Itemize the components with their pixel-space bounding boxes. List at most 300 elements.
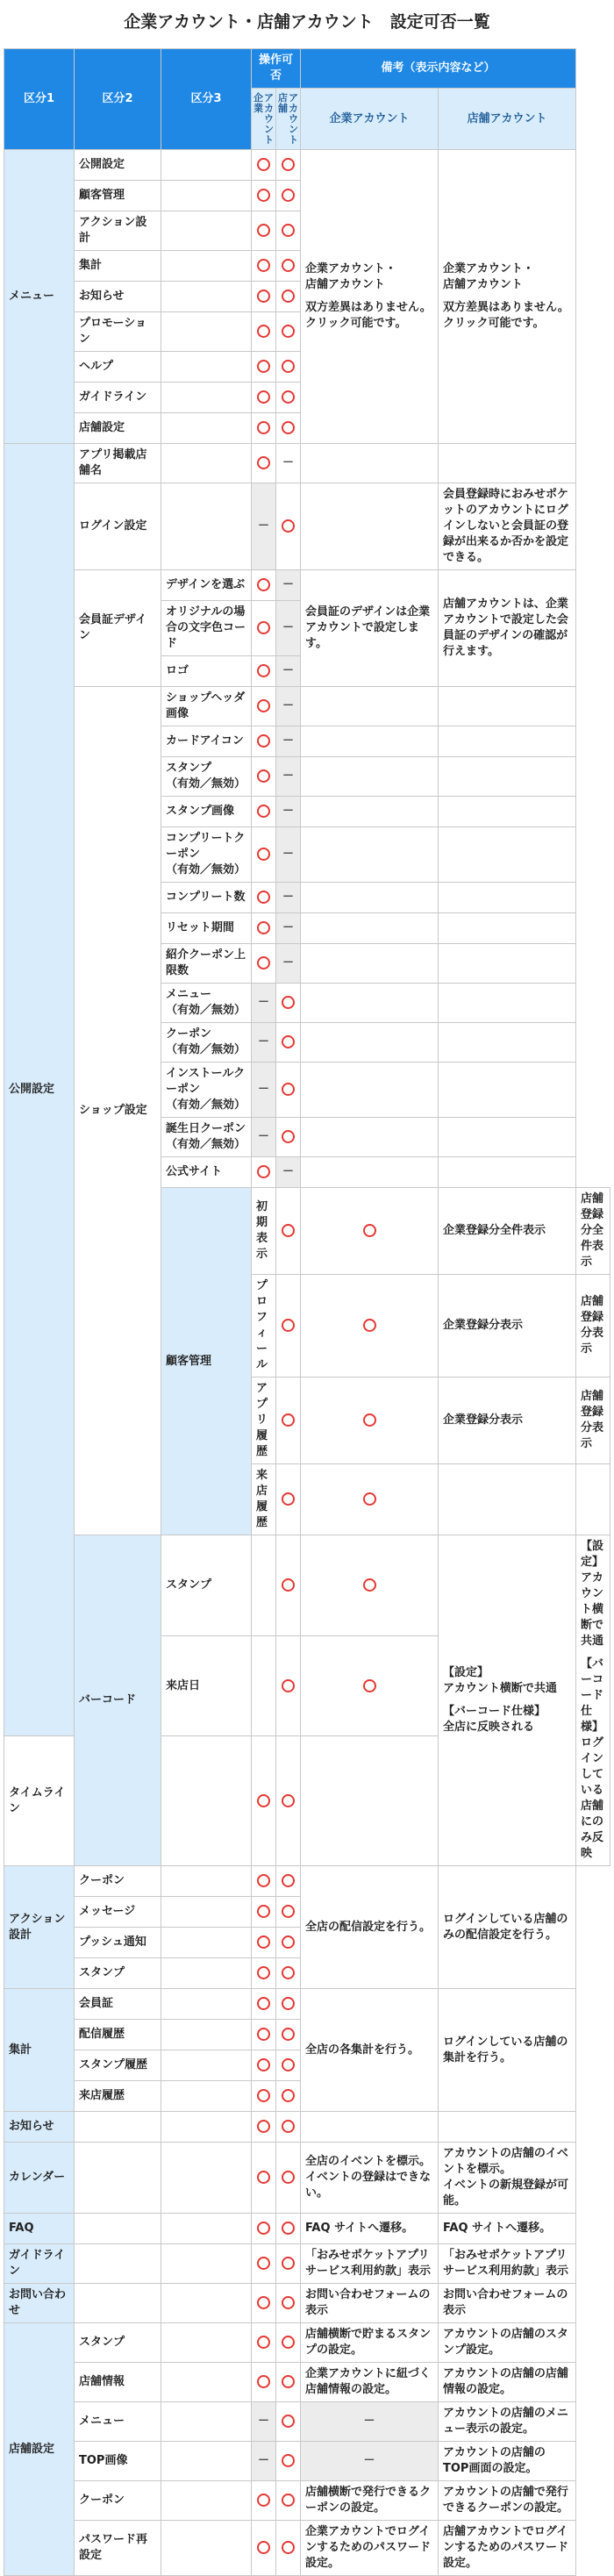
shop-mark [276, 2442, 301, 2481]
remark-shop: アカウントの店舗の店舗情報の設定。 [439, 2363, 576, 2402]
circle-icon [282, 1966, 295, 1979]
corp-mark [252, 687, 276, 726]
circle-icon [257, 956, 270, 970]
category-level3: コンプリート数 [161, 883, 252, 913]
remark-corp: 【設定】 アカウント横断で共通 【バーコード仕様】 全店に反映される [439, 1535, 576, 1866]
shop-mark [276, 2363, 301, 2402]
circle-icon [257, 1905, 270, 1918]
remark-shop [439, 1118, 576, 1157]
table-row [4, 687, 610, 726]
category-level3 [161, 413, 252, 444]
category-level2: クーポン [75, 1866, 161, 1897]
remark-shop [439, 944, 576, 984]
circle-icon [257, 2336, 270, 2349]
circle-icon [282, 2222, 295, 2235]
remark-shop: ログインしている店舗の集計を行う。 [439, 1989, 576, 2112]
shop-mark [276, 797, 301, 827]
corp-mark [252, 1063, 276, 1118]
category-level1: FAQ [4, 2214, 75, 2244]
corp-mark [252, 483, 276, 570]
remark-corp: 店舗横断で発行できるクーポンの設定。 [301, 2481, 439, 2521]
remark-shop [439, 1157, 576, 1188]
circle-icon [257, 699, 270, 712]
corp-mark [252, 2081, 276, 2112]
circle-icon [282, 2028, 295, 2041]
category-level3 [161, 1897, 252, 1928]
category-level3 [161, 150, 252, 181]
corp-mark [252, 352, 276, 383]
category-level1: 顧客管理 [161, 1188, 252, 1535]
category-level3 [161, 483, 252, 570]
corp-mark [252, 726, 276, 757]
circle-icon [282, 1319, 295, 1332]
category-level3: アプリ履歴 [252, 1377, 276, 1464]
remark-corp: 企業アカウントに紐づく店舗情報の設定。 [301, 2363, 439, 2402]
remark-shop: アカウントの店舗のメニュー表示の設定。 [439, 2402, 576, 2442]
corp-mark [252, 2481, 276, 2521]
remark-corp: FAQ サイトへ遷移。 [301, 2214, 439, 2244]
corp-mark [252, 1958, 276, 1989]
category-level1: 店舗設定 [4, 2323, 75, 2576]
dash-mark: － [257, 996, 269, 1009]
category-level2: お知らせ [75, 282, 161, 312]
corp-mark [252, 2442, 276, 2481]
circle-icon [282, 1679, 295, 1692]
circle-icon [257, 259, 270, 272]
remark-shop [439, 797, 576, 827]
circle-icon [282, 1578, 295, 1592]
remark-shop: 企業アカウント・ 店舗アカウント 双方差異はありません。クリック可能です。 [439, 150, 576, 444]
header-corp-short: 企 業 ア カ ウ ン ト [252, 89, 276, 150]
circle-icon [363, 1413, 376, 1427]
circle-icon [282, 1083, 295, 1096]
dash-mark: － [282, 621, 295, 634]
circle-icon [257, 1794, 270, 1807]
circle-icon [282, 421, 295, 434]
circle-icon [257, 848, 270, 861]
remark-corp [301, 1157, 439, 1188]
table-row [4, 2284, 610, 2323]
category-level3: カードアイコン [161, 726, 252, 757]
corp-mark [252, 150, 276, 181]
category-level1: カレンダー [4, 2143, 75, 2214]
circle-icon [282, 1874, 295, 1887]
remark-shop [439, 827, 576, 883]
circle-icon [257, 325, 270, 338]
category-level3 [161, 2020, 252, 2050]
category-level2: プッシュ通知 [75, 1928, 161, 1958]
circle-icon [282, 390, 295, 404]
header-shop: 店舗アカウント [439, 89, 576, 150]
remark-shop: アカウントの店舗で発行できるクーポンの設定。 [439, 2481, 576, 2521]
corp-mark [276, 1464, 301, 1535]
header-col2: 区分2 [75, 49, 161, 150]
remark-corp [301, 687, 439, 726]
shop-mark [276, 1157, 301, 1188]
category-level1: お知らせ [4, 2112, 75, 2143]
table-row [4, 2244, 610, 2284]
shop-mark [301, 1464, 439, 1535]
remark-corp: 企業アカウント・ 店舗アカウント 双方差異はありません。クリック可能です。 [301, 150, 439, 444]
table-row [4, 444, 610, 483]
shop-mark [276, 726, 301, 757]
corp-mark [252, 1989, 276, 2020]
circle-icon [257, 158, 270, 171]
circle-icon [257, 2171, 270, 2184]
category-level2: パスワード再設定 [75, 2521, 161, 2576]
category-level2: メニュー [75, 2402, 161, 2442]
shop-mark [276, 913, 301, 944]
circle-icon [282, 2375, 295, 2388]
circle-icon [282, 325, 295, 338]
shop-mark [276, 383, 301, 413]
category-level3 [161, 444, 252, 483]
shop-mark [276, 883, 301, 913]
category-level2 [75, 2244, 161, 2284]
circle-icon [282, 259, 295, 272]
shop-mark [276, 687, 301, 726]
table-row [4, 2323, 610, 2363]
corp-mark [252, 2244, 276, 2284]
category-level3 [161, 2481, 252, 2521]
remark-corp [301, 797, 439, 827]
shop-mark [276, 1023, 301, 1063]
category-level3 [161, 1928, 252, 1958]
shop-mark [276, 2050, 301, 2081]
circle-icon [257, 1966, 270, 1979]
remark-corp: 企業登録分全件表示 [439, 1188, 576, 1275]
category-level3: ロゴ [161, 656, 252, 687]
page-title: 企業アカウント・店舗アカウント 設定可否一覧 [124, 12, 490, 32]
corp-mark [252, 757, 276, 797]
circle-icon [257, 2257, 270, 2270]
category-level3 [161, 211, 252, 251]
category-level2: 公開設定 [75, 150, 161, 181]
dash-mark: － [257, 1083, 269, 1096]
table-row [4, 2402, 610, 2442]
circle-icon [282, 1936, 295, 1949]
shop-mark [276, 2112, 301, 2143]
shop-mark [276, 1736, 301, 1866]
circle-icon [282, 2454, 295, 2467]
circle-icon [257, 2375, 270, 2388]
category-level3: コンプリートクーポン （有効／無効） [161, 827, 252, 883]
table-row [4, 2363, 610, 2402]
category-level3 [161, 2363, 252, 2402]
remark-shop: お問い合わせフォームの表示 [439, 2284, 576, 2323]
corp-mark [252, 383, 276, 413]
circle-icon [282, 2296, 295, 2309]
remark-corp [301, 944, 439, 984]
category-level2: 会員証 [75, 1989, 161, 2020]
shop-mark [301, 1535, 439, 1636]
corp-mark [252, 211, 276, 251]
category-level3: プロフィール [252, 1275, 276, 1377]
corp-mark [252, 570, 276, 601]
shop-mark [276, 570, 301, 601]
category-level3 [161, 2521, 252, 2576]
category-level2: 会員証デザイン [75, 570, 161, 687]
category-level2: アクション設計 [75, 211, 161, 251]
corp-mark [252, 913, 276, 944]
circle-icon [257, 1997, 270, 2010]
shop-mark [276, 444, 301, 483]
header-remarks: 備考（表示内容など） [301, 49, 576, 89]
table-row [4, 570, 610, 601]
category-level1: 集計 [4, 1989, 75, 2112]
category-level3 [161, 181, 252, 211]
category-level3: 誕生日クーポン （有効／無効） [161, 1118, 252, 1157]
dash-mark: － [282, 1165, 295, 1178]
circle-icon [363, 1224, 376, 1237]
category-level3 [161, 2143, 252, 2214]
circle-icon [257, 578, 270, 591]
circle-icon [363, 1492, 376, 1506]
circle-icon [282, 2494, 295, 2507]
remark-shop [576, 1464, 610, 1535]
remark-shop [439, 984, 576, 1023]
circle-icon [282, 1905, 295, 1918]
circle-icon [257, 805, 270, 818]
category-level2 [75, 2214, 161, 2244]
remark-corp: お問い合わせフォームの表示 [301, 2284, 439, 2323]
category-level2: 来店日 [161, 1635, 252, 1736]
remark-shop [439, 883, 576, 913]
category-level3 [161, 1958, 252, 1989]
corp-mark [252, 2214, 276, 2244]
table-row [4, 2442, 610, 2481]
remark-shop [439, 687, 576, 726]
category-level3 [161, 1736, 252, 1866]
settings-table [4, 48, 610, 2576]
corp-mark [252, 2363, 276, 2402]
category-level3: クーポン （有効／無効） [161, 1023, 252, 1063]
shop-mark [276, 2402, 301, 2442]
corp-mark [276, 1377, 301, 1464]
circle-icon [282, 2415, 295, 2428]
circle-icon [282, 189, 295, 202]
remark-corp [301, 1118, 439, 1157]
circle-icon [257, 1874, 270, 1887]
remark-corp: 「おみせポケットアプリサービス利用約款」表示 [301, 2244, 439, 2284]
category-level2: 配信履歴 [75, 2020, 161, 2050]
shop-mark [276, 1897, 301, 1928]
circle-icon [257, 390, 270, 404]
shop-mark [276, 1928, 301, 1958]
remark-shop: 店舗登録分表示 [576, 1275, 610, 1377]
category-level3 [161, 2214, 252, 2244]
shop-mark [276, 827, 301, 883]
remark-shop [439, 757, 576, 797]
circle-icon [282, 2171, 295, 2184]
shop-mark [276, 150, 301, 181]
remark-shop: アカウントの店舗のTOP画面の設定。 [439, 2442, 576, 2481]
category-level2: 顧客管理 [75, 181, 161, 211]
circle-icon [257, 2222, 270, 2235]
category-level1: ガイドライン [4, 2244, 75, 2284]
category-level3 [161, 2442, 252, 2481]
corp-mark [252, 1736, 276, 1866]
remark-shop: 店舗登録分表示 [576, 1377, 610, 1464]
circle-icon [282, 1997, 295, 2010]
shop-mark [276, 2481, 301, 2521]
dash-mark: － [282, 664, 295, 677]
category-level3: デザインを選ぶ [161, 570, 252, 601]
circle-icon [257, 2028, 270, 2041]
circle-icon [282, 158, 295, 171]
table-row [4, 2214, 610, 2244]
table-row [4, 2481, 610, 2521]
remark-shop: 店舗アカウントは、企業アカウントで設定した会員証のデザインの確認が行えます。 [439, 570, 576, 687]
remark-shop: 「おみせポケットアプリサービス利用約款」表示 [439, 2244, 576, 2284]
category-level2: クーポン [75, 2481, 161, 2521]
shop-mark [276, 2521, 301, 2576]
remark-corp: 企業登録分表示 [439, 1275, 576, 1377]
circle-icon [257, 2089, 270, 2102]
corp-mark [252, 1023, 276, 1063]
circle-icon [282, 2058, 295, 2072]
shop-mark [276, 251, 301, 282]
dash-mark: － [282, 956, 295, 970]
category-level2: スタンプ [161, 1535, 252, 1636]
remark-corp: 店舗横断で貯まるスタンプの設定。 [301, 2323, 439, 2363]
remark-shop: 店舗アカウントでログインするためのパスワード設定。 [439, 2521, 576, 2576]
circle-icon [257, 2541, 270, 2554]
corp-mark [252, 1897, 276, 1928]
remark-corp: 全店のイベントを標示。 イベントの登録はできない。 [301, 2143, 439, 2214]
corp-mark [252, 251, 276, 282]
circle-icon [282, 1413, 295, 1427]
category-level2: アプリ掲載店舗名 [75, 444, 161, 483]
corp-mark [252, 2143, 276, 2214]
dash-mark: － [282, 578, 295, 591]
dash-mark: － [282, 456, 295, 469]
category-level3: インストールクーポン （有効／無効） [161, 1063, 252, 1118]
remark-corp [301, 984, 439, 1023]
remark-corp: 全店の配信設定を行う。 [301, 1866, 439, 1989]
remark-shop [439, 726, 576, 757]
corp-mark [252, 444, 276, 483]
circle-icon [282, 996, 295, 1009]
shop-mark [276, 282, 301, 312]
table-row [4, 1989, 610, 2020]
corp-mark [252, 2402, 276, 2442]
header-col3: 区分3 [161, 49, 252, 150]
circle-icon [282, 2541, 295, 2554]
category-level3 [161, 1989, 252, 2020]
category-level3: リセット期間 [161, 913, 252, 944]
circle-icon [257, 2058, 270, 2072]
category-level2 [75, 2112, 161, 2143]
circle-icon [257, 769, 270, 783]
category-level2: タイムライン [4, 1736, 75, 1866]
corp-mark [276, 1635, 301, 1736]
table-row [4, 1535, 610, 1636]
corp-mark [276, 1275, 301, 1377]
remark-corp [301, 444, 439, 483]
category-level2: TOP画像 [75, 2442, 161, 2481]
category-level3 [161, 2244, 252, 2284]
shop-mark [301, 1635, 439, 1736]
remark-shop: ログインしている店舗のみの配信設定を行う。 [439, 1866, 576, 1989]
circle-icon [257, 189, 270, 202]
category-level3: ショップヘッダ画像 [161, 687, 252, 726]
remark-shop [439, 1063, 576, 1118]
corp-mark [252, 181, 276, 211]
corp-mark [252, 2521, 276, 2576]
circle-icon [282, 360, 295, 373]
circle-icon [257, 224, 270, 237]
remark-shop [439, 2112, 576, 2143]
remark-shop [439, 1023, 576, 1063]
corp-mark [252, 2284, 276, 2323]
header-corp: 企業アカウント [301, 89, 439, 150]
category-level1: 公開設定 [4, 444, 75, 1736]
circle-icon [282, 1794, 295, 1807]
circle-icon [282, 519, 295, 533]
category-level2: 来店履歴 [75, 2081, 161, 2112]
category-level3 [161, 2284, 252, 2323]
remark-corp [301, 2112, 439, 2143]
dash-mark: － [282, 699, 295, 712]
remark-corp [301, 483, 439, 570]
circle-icon [257, 1165, 270, 1178]
remark-shop: 店舗登録分全件表示 [576, 1188, 610, 1275]
category-level2: メッセージ [75, 1897, 161, 1928]
corp-mark [252, 601, 276, 656]
corp-mark [252, 883, 276, 913]
dash-mark: － [257, 2415, 269, 2428]
category-level3: スタンプ （有効／無効） [161, 757, 252, 797]
remark-corp [301, 726, 439, 757]
remark-corp: － [301, 2442, 439, 2481]
shop-mark [276, 211, 301, 251]
circle-icon [282, 1130, 295, 1143]
remark-corp: 全店の各集計を行う。 [301, 1989, 439, 2112]
dash-mark: － [282, 769, 295, 783]
category-level2: プロモーション [75, 312, 161, 352]
remark-shop: 会員登録時におみせポケットのアカウントにログインしないと会員証の登録が出来るか否かを設定できる。 [439, 483, 576, 570]
corp-mark [252, 312, 276, 352]
circle-icon [282, 224, 295, 237]
shop-mark [276, 1118, 301, 1157]
category-level3 [161, 2050, 252, 2081]
remark-corp: － [301, 2402, 439, 2442]
remark-shop: 【設定】 アカウント横断で共通 【バーコード仕様】 ログインしている店舗にのみ反映 [576, 1535, 610, 1866]
category-level3: オリジナルの場合の文字色コード [161, 601, 252, 656]
category-level2: ヘルプ [75, 352, 161, 383]
table-row [4, 2112, 610, 2143]
shop-mark [276, 2020, 301, 2050]
category-level2: スタンプ [75, 2323, 161, 2363]
circle-icon [257, 621, 270, 634]
remark-corp: 企業登録分表示 [439, 1377, 576, 1464]
table-row [4, 1866, 610, 1897]
category-level3 [161, 312, 252, 352]
corp-mark [252, 944, 276, 984]
dash-mark: － [282, 848, 295, 861]
category-level3 [161, 2081, 252, 2112]
shop-mark [276, 181, 301, 211]
shop-mark [276, 312, 301, 352]
remark-corp [439, 1464, 576, 1535]
corp-mark [252, 827, 276, 883]
shop-mark [276, 2244, 301, 2284]
table-row [4, 2521, 610, 2576]
category-level3: 公式サイト [161, 1157, 252, 1188]
category-level2: 店舗情報 [75, 2363, 161, 2402]
category-level3: 紹介クーポン上限数 [161, 944, 252, 984]
